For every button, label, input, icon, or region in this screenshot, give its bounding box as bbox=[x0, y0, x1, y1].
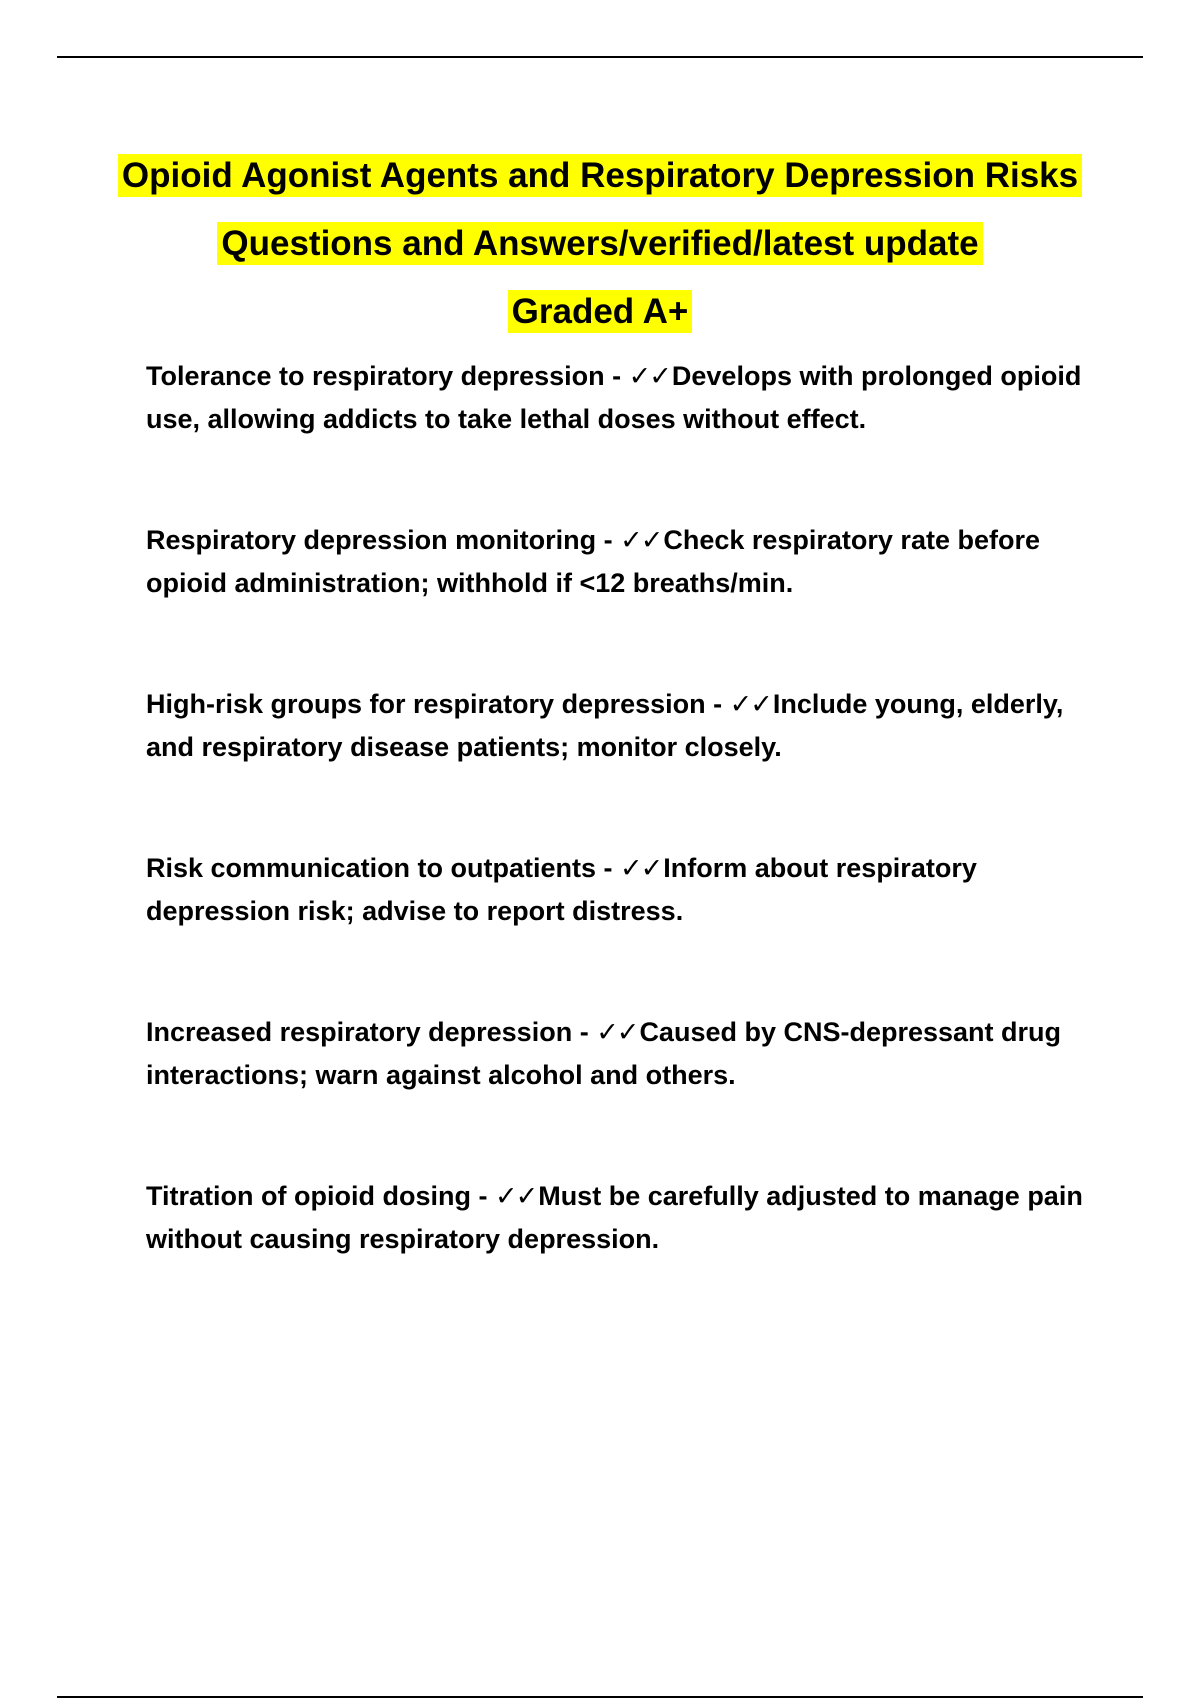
title-line-1 bbox=[0, 142, 1200, 210]
qa-separator: - bbox=[596, 525, 621, 555]
qa-list bbox=[146, 355, 1096, 1339]
qa-item bbox=[146, 847, 1096, 933]
title-highlight-3: Graded A+ bbox=[508, 290, 693, 333]
qa-item bbox=[146, 683, 1096, 769]
qa-term: Increased respiratory depression bbox=[146, 1017, 573, 1047]
qa-separator: - bbox=[470, 1181, 495, 1211]
qa-answer: Include young, elderly, and respiratory disease patients; monitor closely. bbox=[146, 689, 1064, 762]
double-check-icon: ✓✓ bbox=[729, 689, 771, 720]
qa-separator: - bbox=[596, 853, 621, 883]
double-check-icon: ✓✓ bbox=[596, 1017, 638, 1048]
qa-separator: - bbox=[705, 689, 730, 719]
qa-item bbox=[146, 1175, 1096, 1261]
qa-item bbox=[146, 519, 1096, 605]
qa-item bbox=[146, 1011, 1096, 1097]
qa-term: Risk communication to outpatients bbox=[146, 853, 597, 883]
qa-term: Respiratory depression monitoring bbox=[146, 525, 597, 555]
double-check-icon: ✓✓ bbox=[494, 1181, 537, 1212]
document-title bbox=[0, 142, 1200, 346]
qa-item bbox=[146, 355, 1096, 441]
title-highlight-1: Opioid Agonist Agents and Respiratory Depression Risks bbox=[118, 154, 1082, 197]
double-check-icon: ✓✓ bbox=[620, 525, 662, 556]
qa-answer: Develops with prolonged opioid use, allowing addicts to take lethal doses without effect. bbox=[146, 361, 1082, 434]
qa-answer: Inform about respiratory depression risk; advise to report distress. bbox=[146, 853, 977, 926]
title-line-2 bbox=[0, 210, 1200, 278]
qa-term: Titration of opioid dosing bbox=[146, 1181, 471, 1211]
title-line-3 bbox=[0, 278, 1200, 346]
double-check-icon: ✓✓ bbox=[620, 853, 662, 884]
qa-term: High-risk groups for respiratory depression bbox=[146, 689, 706, 719]
title-highlight-2: Questions and Answers/verified/latest update bbox=[217, 222, 982, 265]
qa-answer: Caused by CNS-depressant drug interactions; warn against alcohol and others. bbox=[146, 1017, 1062, 1090]
qa-separator: - bbox=[604, 361, 629, 391]
bottom-divider bbox=[57, 1696, 1143, 1698]
qa-separator: - bbox=[572, 1017, 597, 1047]
qa-term: Tolerance to respiratory depression bbox=[146, 361, 605, 391]
top-divider bbox=[57, 56, 1143, 58]
qa-answer: Must be carefully adjusted to manage pain without causing respiratory depression. bbox=[146, 1181, 1083, 1254]
double-check-icon: ✓✓ bbox=[628, 361, 670, 392]
qa-answer: Check respiratory rate before opioid administration; withhold if <12 breaths/min. bbox=[146, 525, 1040, 598]
